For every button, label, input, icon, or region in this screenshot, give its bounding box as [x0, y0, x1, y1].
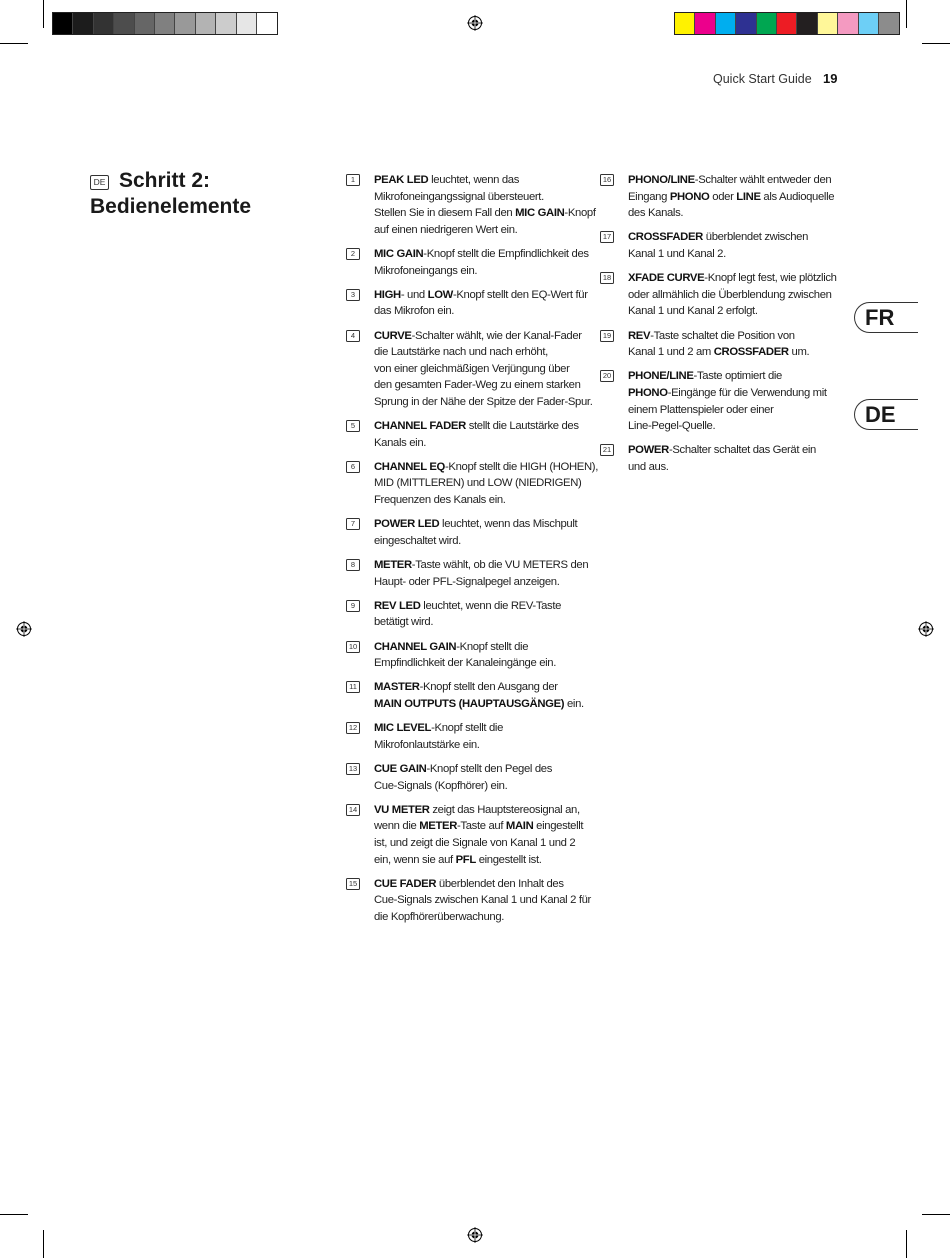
item-text-line	[374, 246, 596, 263]
item-number-badge: 13	[346, 763, 360, 775]
control-name: REV LED	[374, 599, 421, 612]
item-text: Eingang	[628, 190, 670, 203]
item-text-line	[374, 574, 596, 591]
item-text: Haupt- oder PFL-Signalpegel anzeigen.	[374, 575, 560, 588]
control-item	[346, 876, 596, 926]
color-swatch	[94, 13, 114, 34]
item-text: um.	[788, 346, 810, 359]
item-text: zeigt das Hauptstereosignal an,	[429, 803, 580, 816]
item-text: Mikrofoneingangs ein.	[374, 264, 478, 277]
item-text: stellt die Lautstärke des	[465, 420, 579, 433]
item-text: Sprung in der Nähe der Spitze der Fader-Spur.	[374, 395, 593, 408]
item-text-line	[374, 761, 596, 778]
item-text-line	[374, 344, 596, 361]
color-swatch	[695, 13, 715, 34]
control-item	[600, 270, 845, 320]
item-text: leuchtet, wenn die REV-Taste	[420, 599, 562, 612]
control-name: PHONO	[669, 190, 710, 203]
item-text-line	[628, 303, 845, 320]
language-tab-de[interactable]: DE	[854, 399, 918, 430]
color-swatch	[838, 13, 858, 34]
item-text-line	[374, 909, 596, 926]
item-text: des Kanals.	[628, 207, 684, 220]
item-text-line	[374, 189, 596, 206]
control-item	[346, 516, 596, 549]
item-text-line	[374, 172, 596, 189]
item-text-line	[628, 368, 845, 385]
item-text: oder allmählich die Überblendung zwischen	[628, 288, 832, 301]
item-number-badge: 20	[600, 370, 614, 382]
item-text-line	[374, 852, 596, 869]
item-text: Mikrofoneingangssignal übersteuert.	[374, 190, 544, 203]
item-text-line	[374, 418, 596, 435]
item-text-line	[374, 655, 596, 672]
item-text-line	[374, 696, 596, 713]
color-swatch	[175, 13, 195, 34]
control-name: CROSSFADER	[628, 231, 703, 244]
item-text-line	[374, 328, 596, 345]
control-item	[346, 639, 596, 672]
control-name: VU METER	[374, 803, 430, 816]
control-name: HIGH	[374, 288, 401, 301]
control-name: CUE FADER	[374, 877, 437, 890]
item-text: Mikrofonlautstärke ein.	[374, 738, 480, 751]
item-text: Frequenzen des Kanals ein.	[374, 494, 506, 507]
item-text-line	[374, 818, 596, 835]
color-swatch	[879, 13, 899, 34]
item-number-badge: 10	[346, 641, 360, 653]
item-text: -Knopf stellt den Pegel des	[426, 762, 553, 775]
control-name: CHANNEL FADER	[374, 420, 466, 433]
item-number-badge: 12	[346, 722, 360, 734]
item-number-badge: 15	[346, 878, 360, 890]
item-text-line	[628, 172, 845, 189]
item-text: betätigt wird.	[374, 616, 434, 629]
item-text: -Taste schaltet die Position von	[650, 329, 795, 342]
item-text-line	[374, 475, 596, 492]
process-color-bar	[674, 12, 900, 35]
item-text-line	[374, 459, 596, 476]
item-number-badge: 1	[346, 174, 360, 186]
control-name: CHANNEL GAIN	[374, 640, 457, 653]
item-text-line	[374, 876, 596, 893]
item-text: -Knopf legt fest, wie plötzlich	[704, 272, 837, 285]
item-text: die Kopfhörerüberwachung.	[374, 910, 505, 923]
control-name: POWER	[628, 444, 669, 457]
color-swatch	[196, 13, 216, 34]
item-text-line	[374, 222, 596, 239]
item-text: -Knopf stellt die	[456, 640, 529, 653]
item-text: -Taste auf	[457, 820, 506, 833]
item-text: eingeschaltet wird.	[374, 534, 461, 547]
color-swatch	[114, 13, 134, 34]
control-name: LOW	[427, 288, 453, 301]
item-text-line	[374, 533, 596, 550]
item-text: ein, wenn sie auf	[374, 853, 456, 866]
control-name: LINE	[736, 190, 761, 203]
item-text-line	[374, 492, 596, 509]
item-text: Cue-Signals (Kopfhörer) ein.	[374, 779, 508, 792]
language-tab-fr[interactable]: FR	[854, 302, 918, 333]
item-text: -Schalter wählt, wie der Kanal-Fader	[411, 329, 582, 342]
item-text: ist, und zeigt die Signale von Kanal 1 und 2	[374, 836, 576, 849]
color-swatch	[257, 13, 277, 34]
item-text-line	[374, 205, 596, 222]
section-title-line2: Bedienelemente	[90, 195, 252, 218]
control-item	[346, 598, 596, 631]
item-number-badge: 7	[346, 518, 360, 530]
section-title-line1: Schritt 2:	[119, 169, 211, 192]
control-name: PEAK LED	[374, 174, 429, 186]
item-text-line	[628, 270, 845, 287]
item-text: Kanal 1 und 2 am	[628, 346, 714, 359]
control-item	[346, 287, 596, 320]
color-swatch	[777, 13, 797, 34]
item-text-line	[628, 229, 845, 246]
item-text-line	[374, 516, 596, 533]
item-text: eingestellt ist.	[475, 853, 542, 866]
color-swatch	[757, 13, 777, 34]
item-text: leuchtet, wenn das Mischpult	[439, 518, 578, 531]
item-text-line	[374, 892, 596, 909]
item-number-badge: 4	[346, 330, 360, 342]
item-text-line	[374, 835, 596, 852]
control-name: PFL	[455, 853, 476, 866]
item-text: -Knopf	[564, 207, 596, 220]
registration-mark-icon	[918, 621, 934, 637]
color-swatch	[53, 13, 73, 34]
item-text: einem Plattenspieler oder einer	[628, 403, 774, 416]
control-item	[346, 172, 596, 238]
item-number-badge: 11	[346, 681, 360, 693]
language-badge: DE	[90, 175, 109, 190]
item-text: -Knopf stellt die HIGH (HOHEN),	[444, 460, 598, 473]
item-text: Stellen Sie in diesem Fall den	[374, 207, 516, 220]
control-name: PHONO/LINE	[628, 174, 695, 186]
control-item	[346, 418, 596, 451]
item-text-line	[374, 377, 596, 394]
item-text-line	[374, 303, 596, 320]
control-name: MASTER	[374, 681, 420, 694]
registration-mark-icon	[467, 15, 483, 31]
control-item	[600, 328, 845, 361]
item-number-badge: 6	[346, 461, 360, 473]
color-swatch	[716, 13, 736, 34]
control-name: PHONE/LINE	[628, 370, 694, 383]
control-item	[346, 679, 596, 712]
item-text: MID (MITTLEREN) und LOW (NIEDRIGEN)	[374, 477, 582, 490]
control-item	[346, 720, 596, 753]
color-swatch	[818, 13, 838, 34]
control-name: CURVE	[374, 329, 412, 342]
item-text-line	[374, 639, 596, 656]
item-text-line	[628, 328, 845, 345]
control-name: MAIN OUTPUTS (HAUPTAUSGÄNGE)	[374, 697, 565, 710]
item-number-badge: 19	[600, 330, 614, 342]
controls-list-right	[600, 172, 845, 483]
item-text-line	[628, 418, 845, 435]
control-name: XFADE CURVE	[628, 272, 705, 285]
control-name: POWER LED	[374, 518, 440, 531]
item-text: Kanal 1 und Kanal 2 erfolgt.	[628, 305, 758, 318]
registration-mark-icon	[467, 1227, 483, 1243]
item-text: eingestellt	[533, 820, 584, 833]
control-item	[600, 229, 845, 262]
item-text-line	[374, 737, 596, 754]
item-text-line	[628, 402, 845, 419]
grayscale-color-bar	[52, 12, 278, 35]
item-text: -Schalter schaltet das Gerät ein	[668, 444, 816, 457]
item-text-line	[628, 205, 845, 222]
control-name: CHANNEL EQ	[374, 460, 445, 473]
item-text: -Knopf stellt die Empfindlichkeit des	[423, 247, 589, 260]
control-item	[346, 328, 596, 411]
page-number: 19	[823, 71, 838, 86]
item-text: Kanal 1 und Kanal 2.	[628, 247, 726, 260]
item-text: wenn die	[374, 820, 420, 833]
running-header-title: Quick Start Guide	[713, 72, 812, 86]
item-text-line	[628, 287, 845, 304]
item-text: -Taste wählt, ob die VU METERS den	[411, 559, 589, 572]
registration-mark-icon	[16, 621, 32, 637]
color-swatch	[155, 13, 175, 34]
item-text-line	[374, 263, 596, 280]
item-number-badge: 14	[346, 804, 360, 816]
item-text-line	[374, 778, 596, 795]
item-text-line	[628, 385, 845, 402]
item-text: überblendet zwischen	[702, 231, 809, 244]
control-name: MIC GAIN	[515, 207, 565, 220]
control-item	[346, 802, 596, 868]
item-text-line	[374, 720, 596, 737]
item-text-line	[374, 435, 596, 452]
control-item	[346, 459, 596, 509]
item-text: - und	[400, 288, 428, 301]
control-item	[600, 442, 845, 475]
control-name: PHONO	[628, 386, 668, 399]
control-name: METER	[419, 820, 458, 833]
item-text: als Audioquelle	[760, 190, 835, 203]
item-number-badge: 21	[600, 444, 614, 456]
color-swatch	[797, 13, 817, 34]
item-text: -Schalter wählt entweder den	[694, 174, 832, 186]
controls-list-left	[346, 172, 596, 933]
color-swatch	[216, 13, 236, 34]
item-text: ein.	[564, 697, 584, 710]
item-text: den gesamten Fader-Weg zu einem starken	[374, 379, 581, 392]
item-number-badge: 18	[600, 272, 614, 284]
item-text-line	[628, 344, 845, 361]
item-number-badge: 3	[346, 289, 360, 301]
item-text-line	[374, 802, 596, 819]
item-text-line	[374, 287, 596, 304]
item-text-line	[628, 459, 845, 476]
color-swatch	[135, 13, 155, 34]
item-text: leuchtet, wenn das	[428, 174, 520, 186]
item-text: überblendet den Inhalt des	[436, 877, 564, 890]
color-swatch	[859, 13, 879, 34]
item-text-line	[374, 394, 596, 411]
color-swatch	[73, 13, 93, 34]
item-number-badge: 8	[346, 559, 360, 571]
item-number-badge: 5	[346, 420, 360, 432]
control-item	[346, 246, 596, 279]
control-item	[346, 761, 596, 794]
item-text: -Knopf stellt den Ausgang der	[419, 681, 558, 694]
item-text: Kanals ein.	[374, 436, 427, 449]
item-text-line	[628, 442, 845, 459]
control-name: MIC LEVEL	[374, 722, 432, 735]
control-name: METER	[374, 559, 412, 572]
item-text: -Knopf stellt den EQ-Wert für	[452, 288, 588, 301]
item-text-line	[374, 598, 596, 615]
color-swatch	[736, 13, 756, 34]
item-number-badge: 16	[600, 174, 614, 186]
item-number-badge: 17	[600, 231, 614, 243]
item-number-badge: 9	[346, 600, 360, 612]
item-text: und aus.	[628, 460, 669, 473]
item-text: -Eingänge für die Verwendung mit	[667, 386, 827, 399]
item-number-badge: 2	[346, 248, 360, 260]
item-text: Cue-Signals zwischen Kanal 1 und Kanal 2 für	[374, 894, 591, 907]
item-text-line	[374, 679, 596, 696]
control-name: MAIN	[505, 820, 534, 833]
item-text-line	[374, 614, 596, 631]
control-item	[600, 368, 845, 434]
control-name: MIC GAIN	[374, 247, 424, 260]
control-item	[346, 557, 596, 590]
color-swatch	[237, 13, 257, 34]
item-text: oder	[709, 190, 737, 203]
item-text: -Knopf stellt die	[431, 722, 504, 735]
item-text: Line-Pegel-Quelle.	[628, 420, 716, 433]
control-name: REV	[628, 329, 651, 342]
item-text-line	[628, 246, 845, 263]
color-swatch	[675, 13, 695, 34]
item-text: die Lautstärke nach und nach erhöht,	[374, 346, 548, 359]
control-item	[600, 172, 845, 222]
item-text: auf einen niedrigeren Wert ein.	[374, 223, 518, 236]
item-text: Empfindlichkeit der Kanaleingänge ein.	[374, 657, 557, 670]
item-text: das Mikrofon ein.	[374, 305, 455, 318]
item-text-line	[374, 361, 596, 378]
control-name: CROSSFADER	[713, 346, 789, 359]
item-text-line	[628, 189, 845, 206]
section-title	[90, 168, 320, 220]
item-text: von einer gleichmäßigen Verjüngung über	[374, 362, 570, 375]
item-text-line	[374, 557, 596, 574]
item-text: -Taste optimiert die	[693, 370, 782, 383]
control-name: CUE GAIN	[374, 762, 427, 775]
